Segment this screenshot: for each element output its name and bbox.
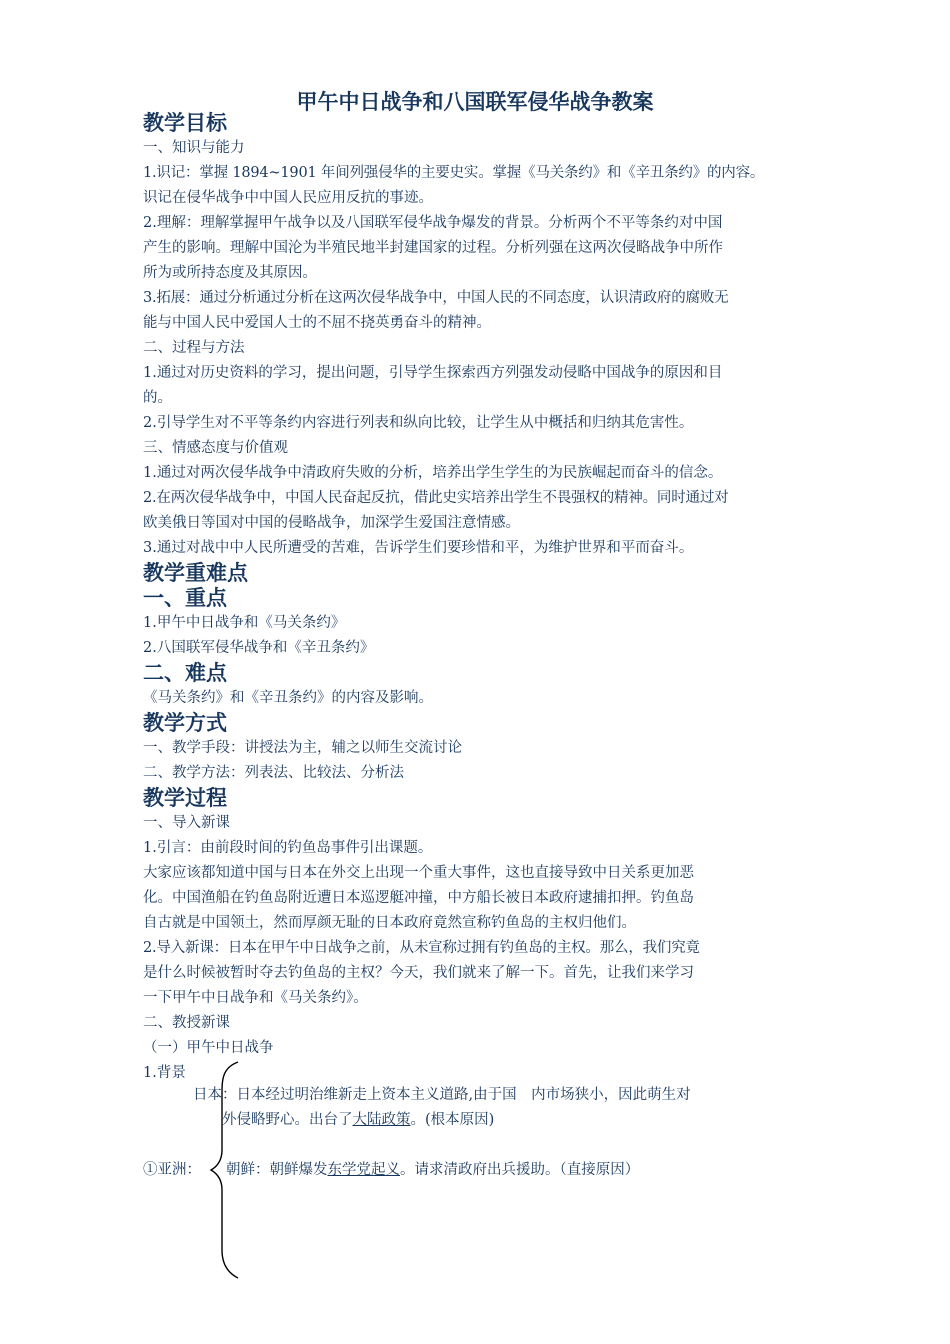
paragraph-line: 1.识记：掌握 1894~1901 年间列强侵华的主要史实。掌握《马关条约》和《辛丑条约》的内容。 bbox=[143, 165, 765, 181]
section-emotion-values: 三、情感态度与价值观 bbox=[143, 440, 288, 456]
heading-teaching-methods: 教学方式 bbox=[143, 711, 227, 735]
paragraph-line: 1.引言：由前段时间的钓鱼岛事件引出课题。 bbox=[143, 840, 433, 856]
heading-teaching-process: 教学过程 bbox=[143, 786, 227, 810]
paragraph-line: 是什么时候被暂时夺去钓鱼岛的主权？今天，我们就来了解一下。首先，让我们来学习 bbox=[143, 965, 694, 981]
paragraph-line: 所为或所持态度及其原因。 bbox=[143, 265, 317, 281]
subsection-sino-japanese-war: （一）甲午中日战争 bbox=[143, 1040, 274, 1056]
background-label: 1.背景 bbox=[143, 1065, 186, 1081]
paragraph-line: 产生的影响。理解中国沦为半殖民地半封建国家的过程。分析列强在这两次侵略战争中所作 bbox=[143, 240, 723, 256]
subheading-key-points: 一、重点 bbox=[143, 586, 227, 610]
background-korea-line bbox=[226, 1158, 639, 1183]
paragraph-line: 3.拓展：通过分析通过分析在这两次侵华战争中，中国人民的不同态度，认识清政府的腐败无 bbox=[143, 290, 729, 306]
method-item: 一、教学手段：讲授法为主，辅之以师生交流讨论 bbox=[143, 740, 462, 756]
difficult-point-item: 《马关条约》和《辛丑条约》的内容及影响。 bbox=[143, 690, 433, 706]
donghak-uprising-term: 东学党起义 bbox=[327, 1162, 400, 1178]
continental-policy-term: 大陆政策 bbox=[352, 1112, 411, 1128]
paragraph-line: 2.引导学生对不平等条约内容进行列表和纵向比较，让学生从中概括和归纳其危害性。 bbox=[143, 415, 694, 431]
paragraph-line: 2.在两次侵华战争中，中国人民奋起反抗，借此史实培养出学生不畏强权的精神。同时通过对 bbox=[143, 490, 729, 506]
paragraph-line: 2.导入新课：日本在甲午中日战争之前，从未宣称过拥有钓鱼岛的主权。那么，我们究竟 bbox=[143, 940, 700, 956]
paragraph-line: 1.通过对历史资料的学习，提出问题，引导学生探索西方列强发动侵略中国战争的原因和目 bbox=[143, 365, 723, 381]
paragraph-line: 的。 bbox=[143, 390, 172, 406]
paragraph-line: 自古就是中国领土，然而厚颜无耻的日本政府竟然宣称钓鱼岛的主权归他们。 bbox=[143, 915, 636, 931]
section-new-lesson: 二、教授新课 bbox=[143, 1015, 230, 1031]
document-title: 甲午中日战争和八国联军侵华战争教案 bbox=[296, 90, 654, 114]
paragraph-line: 一下甲午中日战争和《马关条约》。 bbox=[143, 990, 368, 1006]
paragraph-line: 2.理解：理解掌握甲午战争以及八国联军侵华战争爆发的背景。分析两个不平等条约对中国 bbox=[143, 215, 723, 231]
background-japan-line1: 日本：日本经过明治维新走上资本主义道路,由于国 内市场狭小，因此萌生对 bbox=[193, 1087, 691, 1103]
paragraph-line: 大家应该都知道中国与日本在外交上出现一个重大事件，这也直接导致中日关系更加恶 bbox=[143, 865, 694, 881]
heading-key-difficult-points: 教学重难点 bbox=[143, 561, 248, 585]
asia-label: ①亚洲： bbox=[143, 1162, 201, 1178]
method-item: 二、教学方法：列表法、比较法、分析法 bbox=[143, 765, 404, 781]
key-point-item: 1.甲午中日战争和《马关条约》 bbox=[143, 615, 346, 631]
section-intro: 一、导入新课 bbox=[143, 815, 230, 831]
subheading-difficult-points: 二、难点 bbox=[143, 661, 227, 685]
japan-text-end: 。(根本原因) bbox=[410, 1112, 495, 1128]
section-process-method: 二、过程与方法 bbox=[143, 340, 245, 356]
paragraph-line: 能与中国人民中爱国人士的不屈不挠英勇奋斗的精神。 bbox=[143, 315, 491, 331]
korea-text: 朝鲜：朝鲜爆发 bbox=[226, 1162, 328, 1178]
paragraph-line: 1.通过对两次侵华战争中清政府失败的分析，培养出学生学生的为民族崛起而奋斗的信念。 bbox=[143, 465, 723, 481]
heading-teaching-goals: 教学目标 bbox=[143, 111, 227, 135]
japan-text: 外侵略野心。出台了 bbox=[222, 1112, 353, 1128]
paragraph-line: 欧美俄日等国对中国的侵略战争，加深学生爱国注意情感。 bbox=[143, 515, 520, 531]
paragraph-line: 识记在侵华战争中中国人民应用反抗的事迹。 bbox=[143, 190, 433, 206]
background-japan-line2 bbox=[222, 1108, 494, 1133]
key-point-item: 2.八国联军侵华战争和《辛丑条约》 bbox=[143, 640, 375, 656]
section-knowledge-ability: 一、知识与能力 bbox=[143, 140, 245, 156]
paragraph-line: 3.通过对战中中人民所遭受的苦难，告诉学生们要珍惜和平，为维护世界和平而奋斗。 bbox=[143, 540, 694, 556]
paragraph-line: 化。中国渔船在钓鱼岛附近遭日本巡逻艇冲撞，中方船长被日本政府逮捕扣押。钓鱼岛 bbox=[143, 890, 694, 906]
korea-text-end: 。请求清政府出兵援助。（直接原因） bbox=[400, 1162, 640, 1178]
